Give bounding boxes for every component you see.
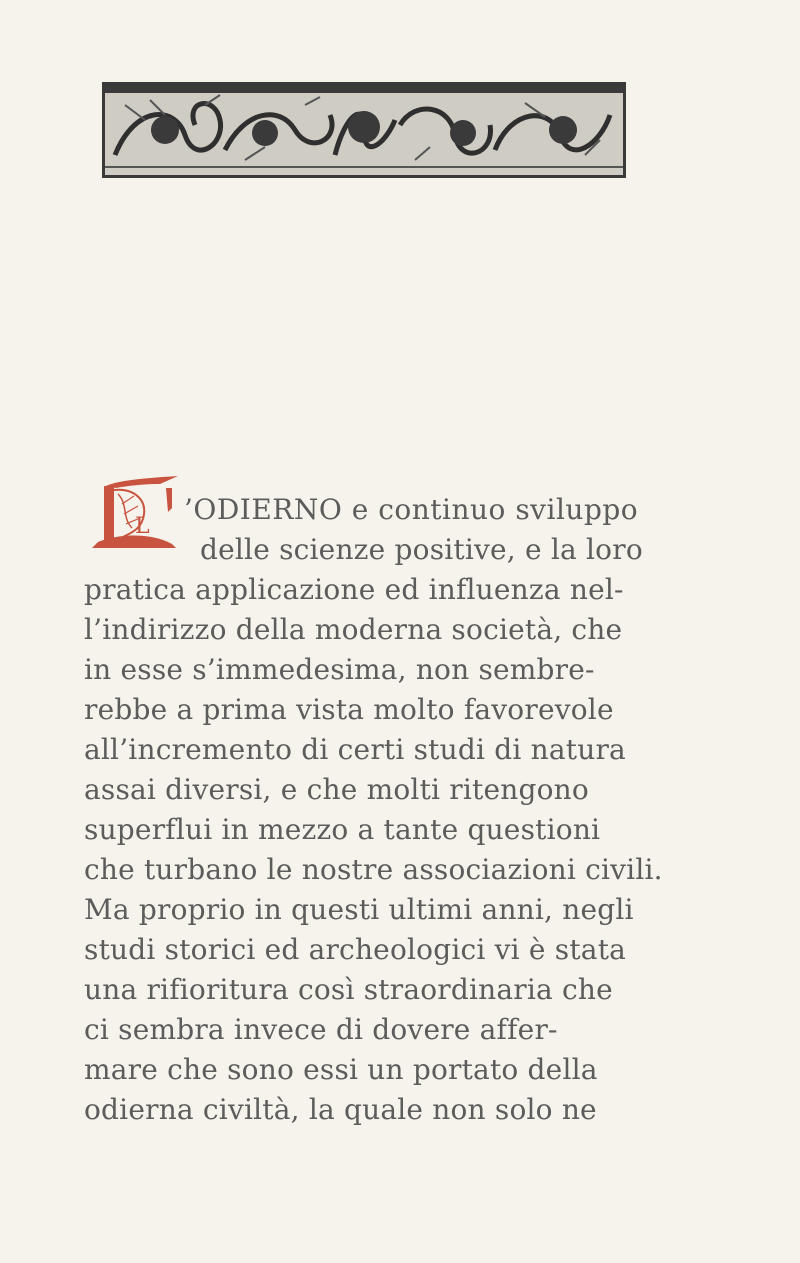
text-line-7: all’incremento di certi studi di natura — [84, 733, 626, 766]
text-line-12: studi storici ed archeologici vi è stata — [84, 933, 627, 966]
text-line-13: una rifioritura così straordinaria che — [84, 973, 613, 1006]
text-line-3: pratica applicazione ed influenza nel- — [84, 573, 624, 606]
text-line-1: ’ODIERNO e continuo sviluppo — [184, 493, 639, 526]
text-line-16: odierna civiltà, la quale non solo ne — [84, 1093, 597, 1126]
text-line-4: l’indirizzo della moderna società, che — [84, 613, 623, 646]
decorated-initial-letter — [88, 474, 180, 550]
initial-letter-glyph: L — [135, 514, 150, 539]
text-line-8: assai diversi, e che molti ritengono — [84, 773, 589, 806]
headpiece-ornament-icon — [105, 85, 623, 175]
text-line-5: in esse s’immedesima, non sembre- — [84, 653, 595, 686]
text-line-14: ci sembra invece di dovere affer- — [84, 1013, 558, 1046]
text-line-6: rebbe a prima vista molto favorevole — [84, 693, 614, 726]
text-line-15: mare che sono essi un portato della — [84, 1053, 598, 1086]
text-line-10: che turbano le nostre associazioni civili. — [84, 853, 663, 886]
ornamental-headpiece — [102, 82, 626, 178]
initial-l-ornament-icon — [88, 474, 180, 550]
text-line-9: superflui in mezzo a tante questioni — [84, 813, 601, 846]
text-line-2: delle scienze positive, e la loro — [200, 533, 643, 566]
text-line-11: Ma proprio in questi ultimi anni, negli — [84, 893, 634, 926]
